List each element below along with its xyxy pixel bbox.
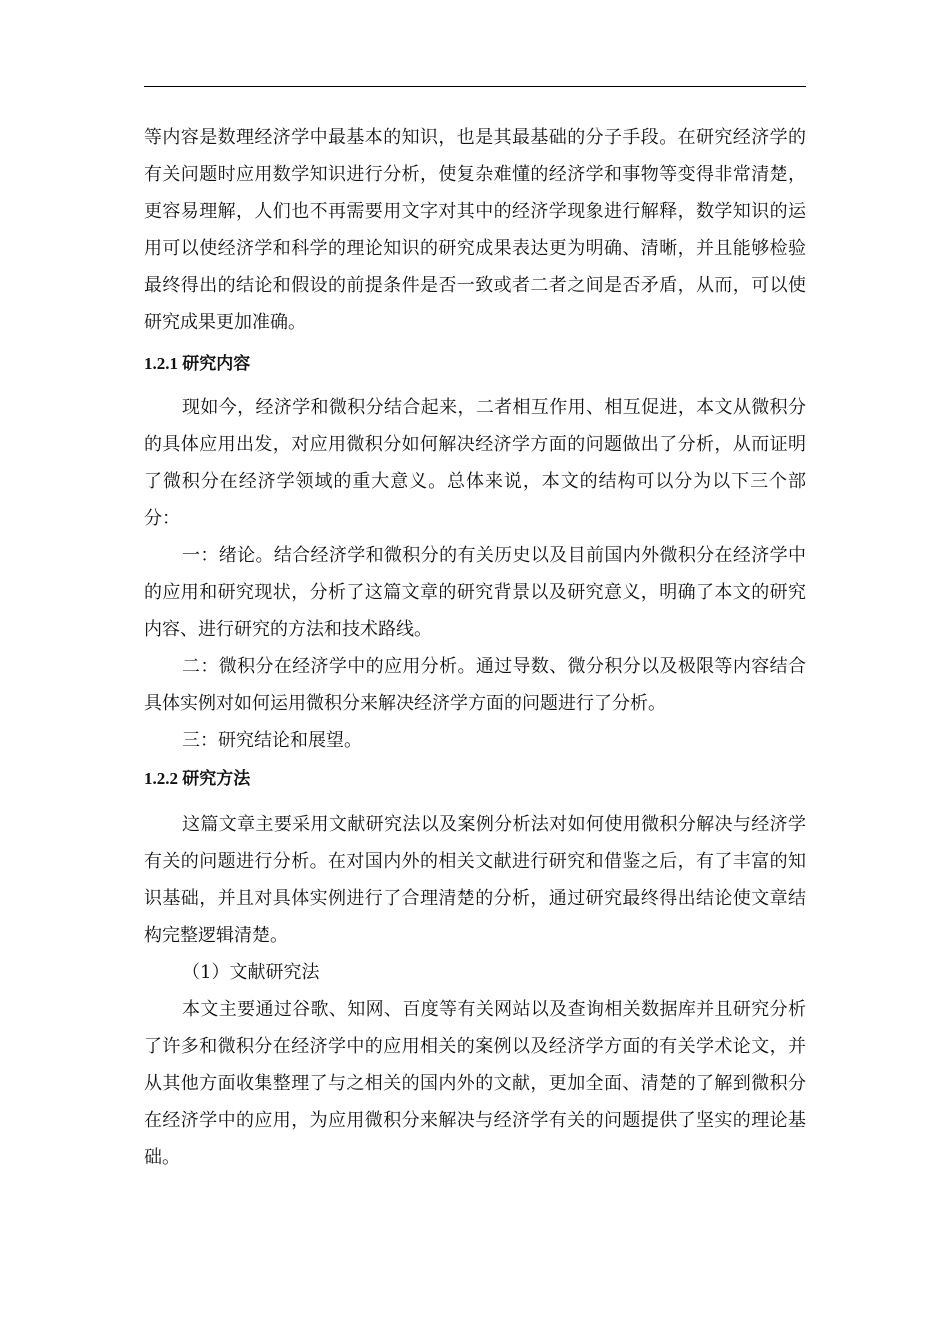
header-rule (144, 86, 806, 87)
literature-method-title: （1）文献研究法 (182, 962, 320, 983)
structure-item-1: 一：绪论。结合经济学和微积分的有关历史以及目前国内外微积分在经济学中的应用和研究现状，分析了这篇文章的研究背景以及研究意义，明确了本文的研究内容、进行研究的方法和技术路线。 (144, 545, 806, 640)
intro-paragraph: 等内容是数理经济学中最基本的知识，也是其最基础的分子手段。在研究经济学的有关问题时应用数学知识进行分析，使复杂难懂的经济学和事物等变得非常清楚，更容易理解，人们也不再需要用文字对其中的经济学现象进行解释，数学知识的运用可以使经济学和科学的理论知识的研究成果表达更为明确、清晰，并且能够检验最终得出的结论和假设的前提条件是否一致或者二者之间是否矛盾，从而，可以使研究成果更加准确。 (144, 127, 806, 333)
research-method-paragraph: 这篇文章主要采用文献研究法以及案例分析法对如何使用微积分解决与经济学有关的问题进行分析。在对国内外的相关文献进行研究和借鉴之后，有了丰富的知识基础，并且对具体实例进行了合理清楚的分析，通过研究最终得出结论使文章结构完整逻辑清楚。 (144, 814, 806, 946)
section-heading-1-2-1: 1.2.1 研究内容 (144, 354, 251, 373)
research-content-paragraph: 现如今，经济学和微积分结合起来，二者相互作用、相互促进，本文从微积分的具体应用出发，对应用微积分如何解决经济学方面的问题做出了分析，从而证明了微积分在经济学领域的重大意义。总体来说，本文的结构可以分为以下三个部分： (144, 397, 806, 529)
structure-item-2: 二：微积分在经济学中的应用分析。通过导数、微分积分以及极限等内容结合具体实例对如何运用微积分来解决经济学方面的问题进行了分析。 (144, 656, 806, 714)
structure-item-3: 三：研究结论和展望。 (182, 730, 362, 751)
page-body (144, 119, 806, 1176)
literature-method-paragraph: 本文主要通过谷歌、知网、百度等有关网站以及查询相关数据库并且研究分析了许多和微积分在经济学中的应用相关的案例以及经济学方面的有关学术论文，并从其他方面收集整理了与之相关的国内外的文献，更加全面、清楚的了解到微积分在经济学中的应用，为应用微积分来解决与经济学有关的问题提供了坚实的理论基础。 (144, 999, 806, 1168)
section-heading-1-2-2: 1.2.2 研究方法 (144, 769, 251, 788)
